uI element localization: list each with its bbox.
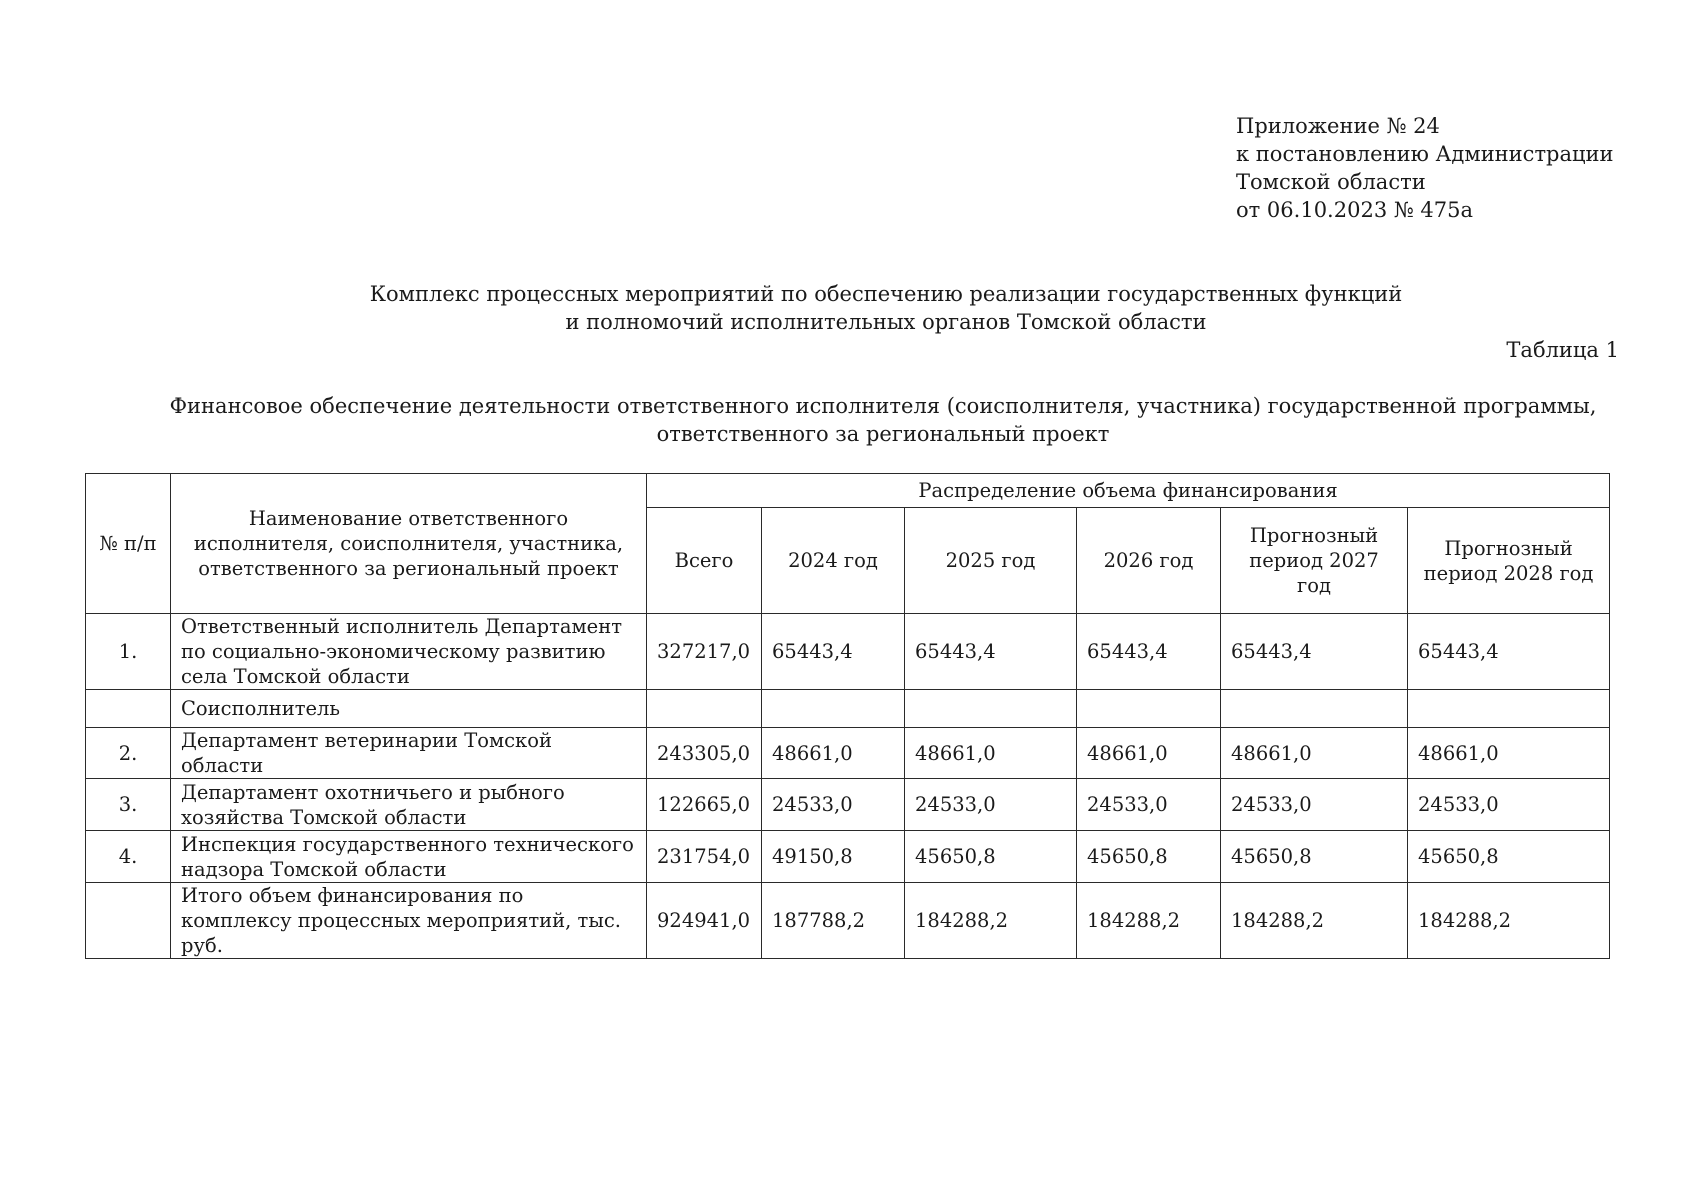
- row-name: Итого объем финансирования по комплексу процессных мероприятий, тыс. руб.: [171, 883, 647, 959]
- table-label: Таблица 1: [1506, 338, 1619, 362]
- cell-2027: [1221, 690, 1408, 728]
- cell-2026: 65443,4: [1077, 614, 1221, 690]
- cell-2024: 187788,2: [762, 883, 905, 959]
- table-subtitle: [0, 392, 1698, 448]
- row-name: Соисполнитель: [171, 690, 647, 728]
- annex-line-1: Приложение № 24: [1236, 114, 1440, 138]
- cell-2027: 48661,0: [1221, 728, 1408, 779]
- cell-total: 327217,0: [647, 614, 762, 690]
- cell-2028: 48661,0: [1408, 728, 1610, 779]
- cell-2025: 24533,0: [905, 779, 1077, 831]
- cell-2027: 45650,8: [1221, 831, 1408, 883]
- header-row-1: [86, 474, 1610, 508]
- table-row: [86, 779, 1610, 831]
- financing-table: [85, 473, 1610, 959]
- cell-2026: 24533,0: [1077, 779, 1221, 831]
- cell-2028: 184288,2: [1408, 883, 1610, 959]
- table-row-total: [86, 883, 1610, 959]
- cell-2025: 184288,2: [905, 883, 1077, 959]
- row-name: Ответственный исполнитель Департамент по социально-экономическому развитию села Томской области: [171, 614, 647, 690]
- row-number: 3.: [86, 779, 171, 831]
- header-col-2026: 2026 год: [1077, 508, 1221, 614]
- cell-2024: 65443,4: [762, 614, 905, 690]
- row-number: 2.: [86, 728, 171, 779]
- cell-2025: 65443,4: [905, 614, 1077, 690]
- header-col-2027: Прогнозный период 2027 год: [1221, 508, 1408, 614]
- cell-total: 231754,0: [647, 831, 762, 883]
- cell-2027: 24533,0: [1221, 779, 1408, 831]
- row-number: 1.: [86, 614, 171, 690]
- cell-total: 924941,0: [647, 883, 762, 959]
- table-row: [86, 831, 1610, 883]
- row-name: Департамент ветеринарии Томской области: [171, 728, 647, 779]
- document-title: [0, 280, 1698, 336]
- table-row: [86, 728, 1610, 779]
- cell-total: [647, 690, 762, 728]
- cell-2026: 45650,8: [1077, 831, 1221, 883]
- row-name: Инспекция государственного технического надзора Томской области: [171, 831, 647, 883]
- cell-total: 243305,0: [647, 728, 762, 779]
- table-row: [86, 690, 1610, 728]
- cell-2025: 45650,8: [905, 831, 1077, 883]
- cell-2024: 48661,0: [762, 728, 905, 779]
- subtitle-line-2: ответственного за региональный проект: [656, 422, 1110, 446]
- cell-2028: [1408, 690, 1610, 728]
- header-col-2028: Прогнозный период 2028 год: [1408, 508, 1610, 614]
- annex-block: [1236, 112, 1614, 224]
- cell-2024: [762, 690, 905, 728]
- cell-2025: 48661,0: [905, 728, 1077, 779]
- header-distribution: Распределение объема финансирования: [647, 474, 1610, 508]
- cell-2026: 48661,0: [1077, 728, 1221, 779]
- cell-2026: [1077, 690, 1221, 728]
- cell-2027: 65443,4: [1221, 614, 1408, 690]
- annex-line-3: Томской области: [1236, 170, 1426, 194]
- header-col-2025: 2025 год: [905, 508, 1077, 614]
- title-line-2: и полномочий исполнительных органов Томской области: [565, 310, 1207, 334]
- cell-2024: 49150,8: [762, 831, 905, 883]
- subtitle-line-1: Финансовое обеспечение деятельности ответственного исполнителя (соисполнителя, участника) государственной программы,: [169, 394, 1597, 418]
- row-number: [86, 883, 171, 959]
- header-name: Наименование ответственного исполнителя, соисполнителя, участника, ответственного за региональный проект: [171, 474, 647, 614]
- cell-2028: 24533,0: [1408, 779, 1610, 831]
- title-line-1: Комплекс процессных мероприятий по обеспечению реализации государственных функций: [369, 282, 1403, 306]
- cell-2025: [905, 690, 1077, 728]
- row-number: 4.: [86, 831, 171, 883]
- annex-line-4: от 06.10.2023 № 475а: [1236, 198, 1473, 222]
- header-col-2024: 2024 год: [762, 508, 905, 614]
- cell-2028: 65443,4: [1408, 614, 1610, 690]
- row-number: [86, 690, 171, 728]
- cell-total: 122665,0: [647, 779, 762, 831]
- cell-2028: 45650,8: [1408, 831, 1610, 883]
- cell-2024: 24533,0: [762, 779, 905, 831]
- row-name: Департамент охотничьего и рыбного хозяйства Томской области: [171, 779, 647, 831]
- cell-2027: 184288,2: [1221, 883, 1408, 959]
- table-row: [86, 614, 1610, 690]
- annex-line-2: к постановлению Администрации: [1236, 142, 1614, 166]
- header-number: № п/п: [86, 474, 171, 614]
- cell-2026: 184288,2: [1077, 883, 1221, 959]
- header-col-total: Всего: [647, 508, 762, 614]
